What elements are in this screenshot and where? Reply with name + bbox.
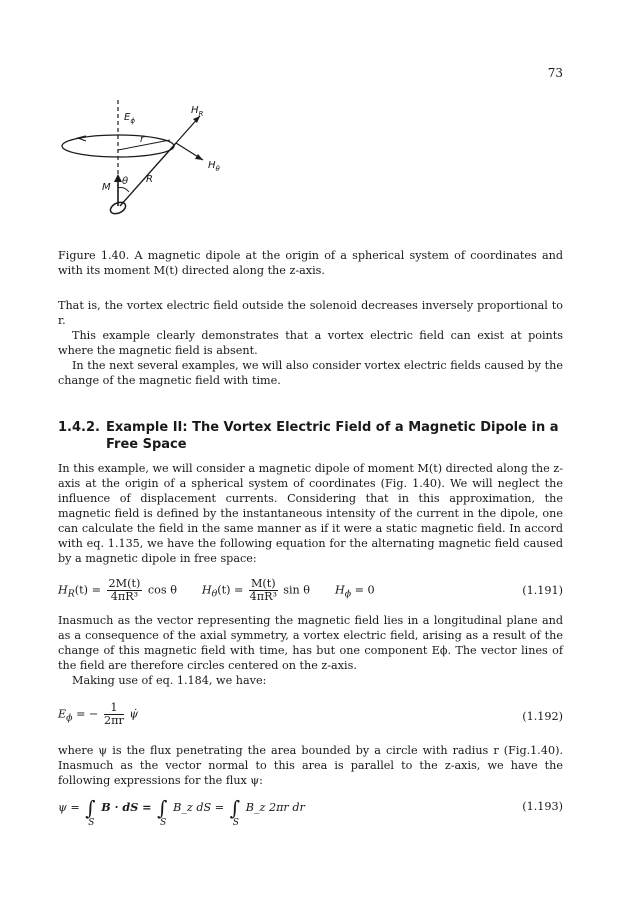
- text-block-flux: [58, 743, 563, 788]
- equation-body: ψ = ∫ S B · dS = ∫ S B_z dS = ∫ S B_z 2πr dr: [58, 796, 305, 828]
- label-e-phi: $E_\phi$: [124, 112, 135, 125]
- dipole-figure: [58, 98, 278, 238]
- moment-arrowhead: [114, 174, 122, 182]
- equation-1192: [58, 702, 563, 730]
- equation-body: $E_\phi$ = − $\frac{1}{2\pi r}$ ψ̇: [58, 701, 139, 727]
- paragraph: where ψ is the flux penetrating the area bounded by a circle with radius r (Fig.1.40). Inasmuch as the vector normal to this area is parallel to the z-axis, we have the following expressions for the flux ψ:: [58, 744, 563, 787]
- label-theta: θ: [122, 176, 129, 187]
- section-title-line1: Example II: The Vortex Electric Field of a Magnetic Dipole in a: [106, 420, 559, 435]
- dipole-diagram: [58, 98, 278, 238]
- paragraph: In the next several examples, we will also consider vortex electric fields caused by the change of the magnetic field with time.: [58, 359, 563, 387]
- section-heading: [58, 419, 563, 453]
- theta-arc: [118, 188, 129, 193]
- label-m: M: [102, 182, 111, 193]
- section-number: 1.4.2.: [58, 420, 100, 435]
- label-h-theta: $H_\theta$: [208, 160, 220, 173]
- paragraph: This example clearly demonstrates that a vortex electric field can exist at points where the magnetic field is absent.: [58, 329, 563, 357]
- equation-number: (1.192): [522, 710, 563, 723]
- page-number: 73: [547, 66, 563, 80]
- equation-number: (1.191): [522, 584, 563, 597]
- text-block-mid: [58, 613, 563, 688]
- label-r-big: R: [146, 174, 153, 185]
- figure-caption: Figure 1.40. A magnetic dipole at the origin of a spherical system of coordinates and with its moment M(t) directed along the z-axis.: [58, 249, 563, 277]
- label-r-small: r: [140, 134, 145, 145]
- equation-body: $H_R(t)$ = $\frac{2M(t)}{\text{4πR³}}$ cos θ $H_\theta(t)$ = $\frac{M(t)}{\text{4πR³}}$ sin θ $H_\phi = 0$: [58, 577, 375, 603]
- equation-1193: [58, 792, 563, 832]
- label-h-r: $H_R$: [191, 105, 204, 118]
- paragraph: Making use of eq. 1.184, we have:: [72, 674, 267, 687]
- htheta-arrowhead: [195, 154, 203, 160]
- equation-1191: [58, 578, 563, 604]
- text-block-top: [58, 298, 563, 388]
- section-title-line2: Free Space: [106, 437, 187, 452]
- paragraph: Inasmuch as the vector representing the magnetic field lies in a longitudinal plane and as a consequence of the axial symmetry, a vortex electric field, arising as a result of the change of this magnetic field with time, has but one component Eϕ. The vector lines of the field are therefore circles centered on the z-axis.: [58, 614, 563, 672]
- paragraph: That is, the vortex electric field outside the solenoid decreases inversely proportional to r.: [58, 299, 563, 327]
- paragraph: In this example, we will consider a magnetic dipole of moment M(t) directed along the z-axis at the origin of a spherical system of coordinates (Fig. 1.40). We will neglect the influence of displacement currents. Considering that in this approximation, the magnetic field is defined by the instantaneous intensity of the current in the dipole, one can calculate the field in the same manner as if it were a static magnetic field. In accord with eq. 1.135, we have the following equation for the alternating magnetic field caused by a magnetic dipole in free space:: [58, 462, 563, 565]
- text-block-intro: [58, 461, 563, 566]
- dipole-loop: [109, 200, 128, 216]
- equation-number: (1.193): [522, 800, 563, 813]
- loop-arrow: [78, 136, 86, 141]
